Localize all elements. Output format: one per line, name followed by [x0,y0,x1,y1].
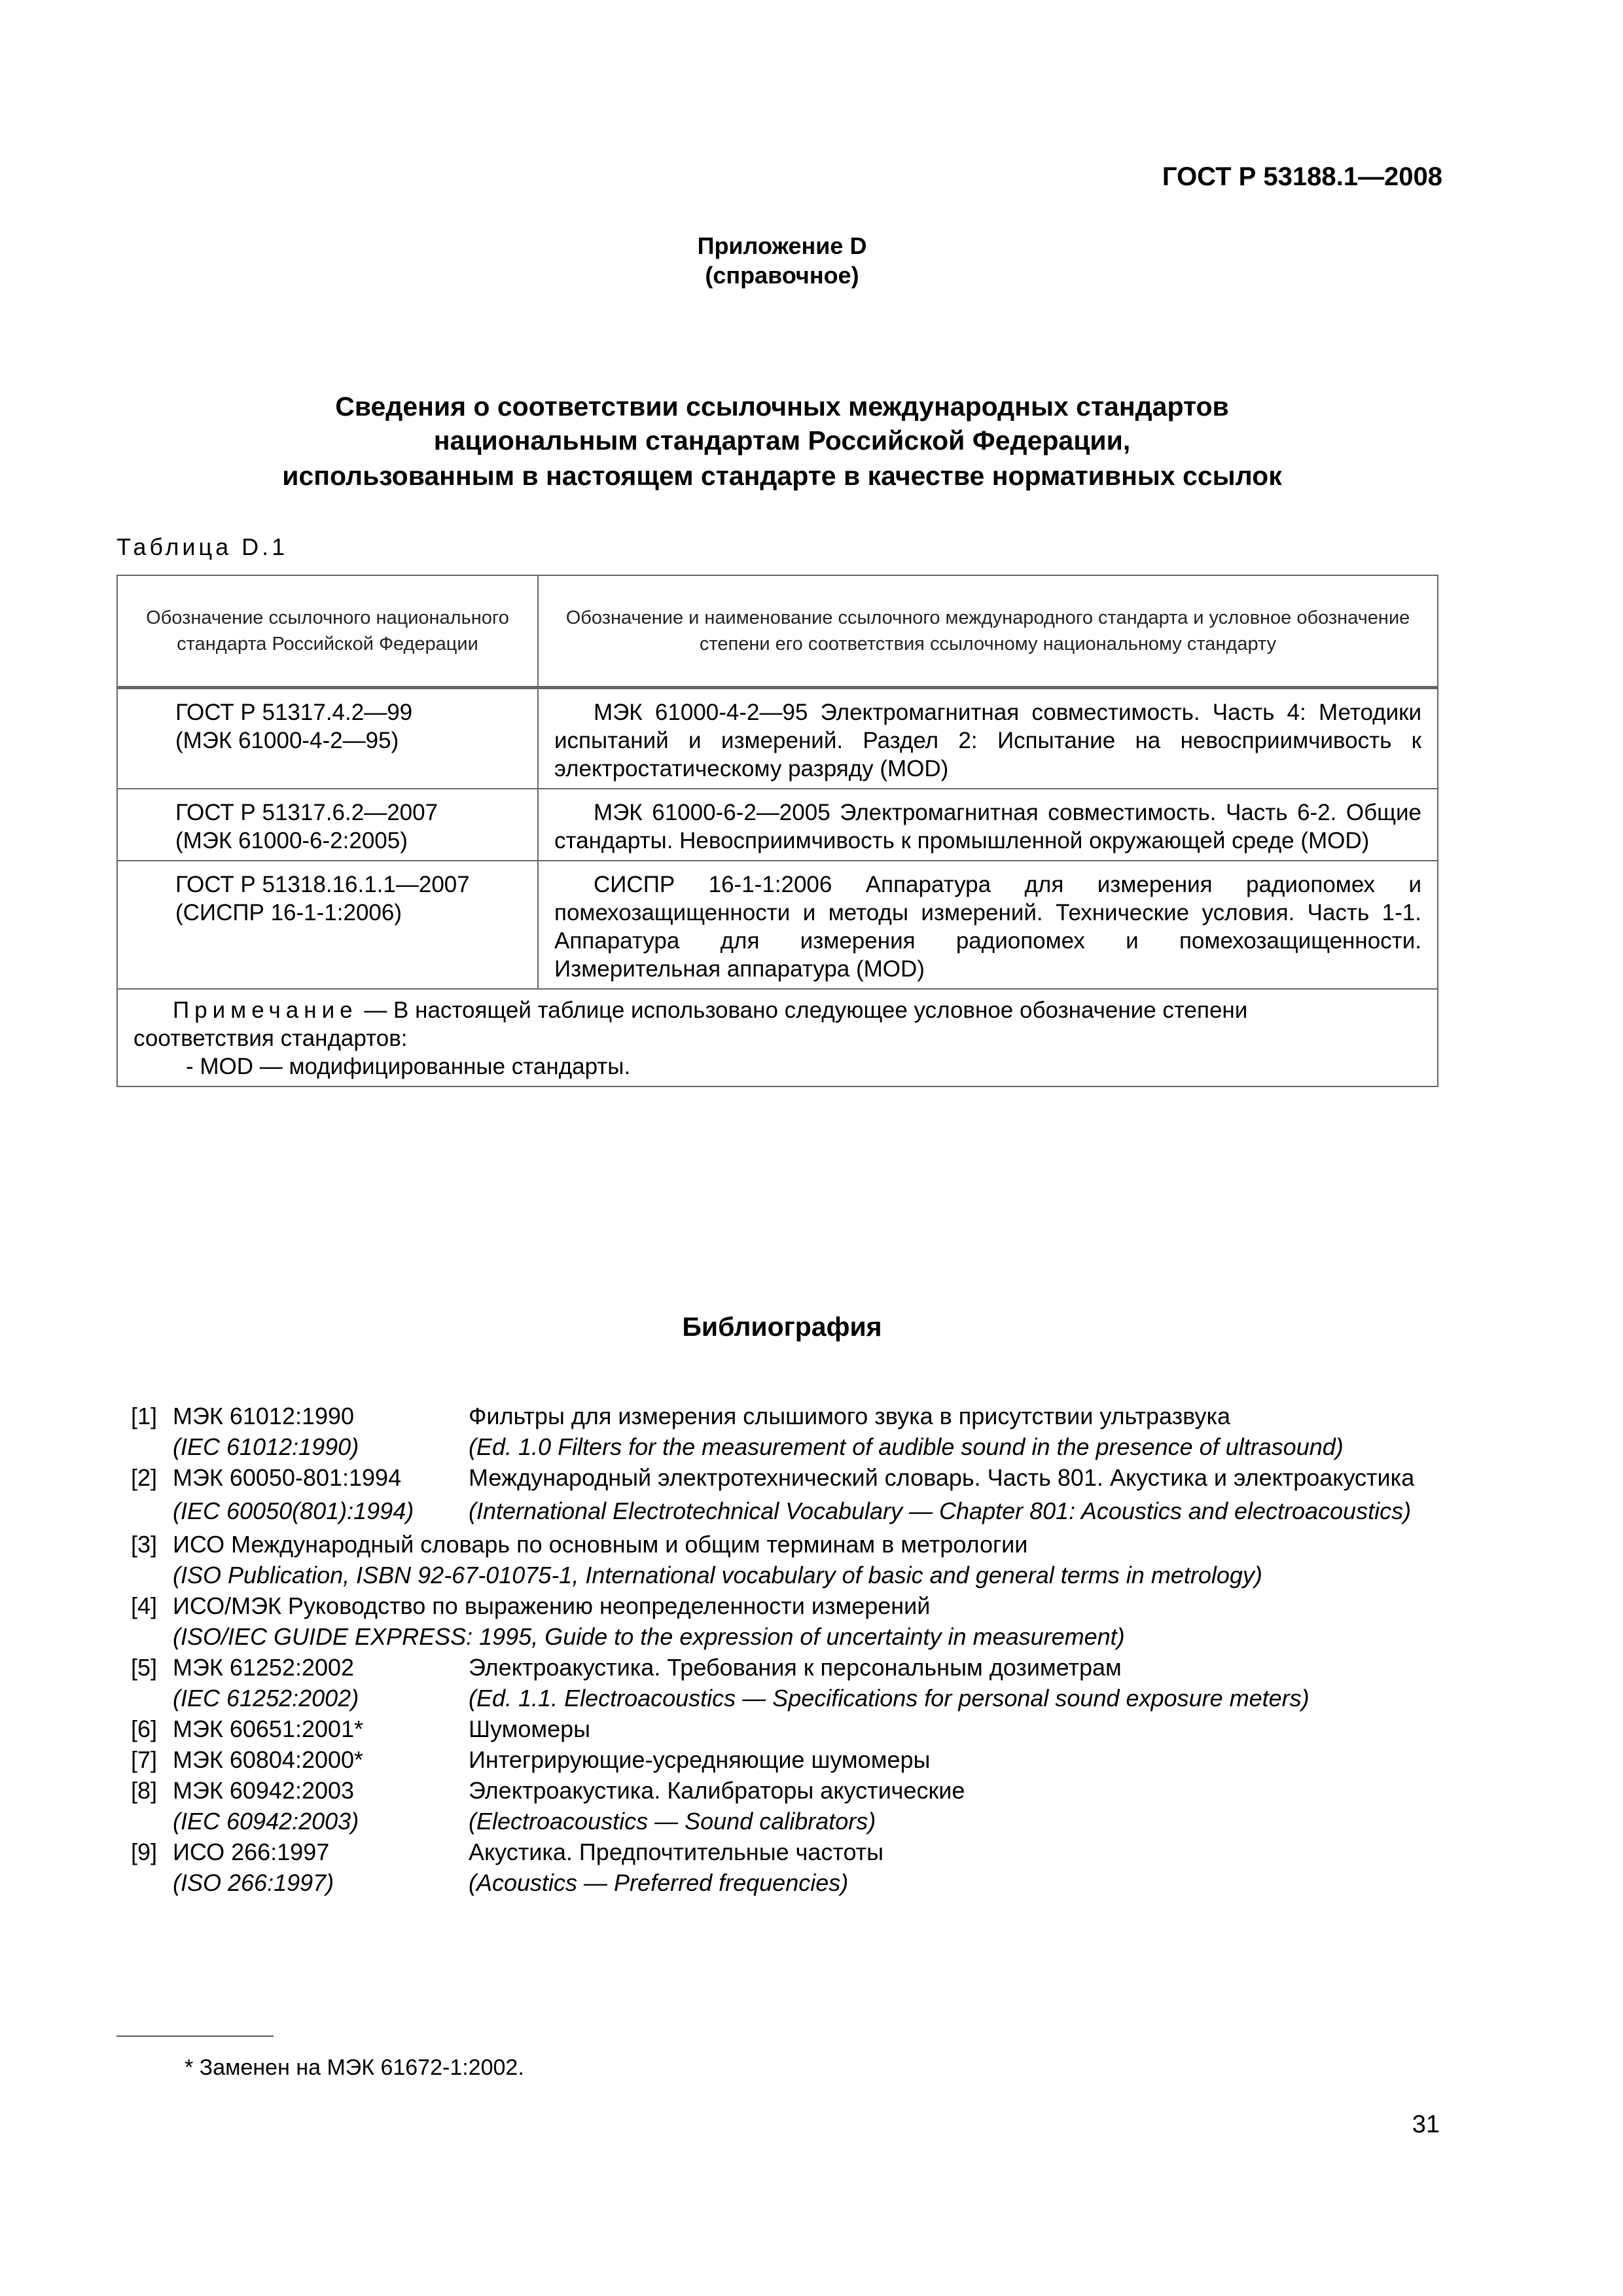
bib-number: [7] [131,1746,158,1773]
annex-type: (справочное) [705,262,859,289]
annex-label: Приложение D [697,232,867,259]
footnote-divider [116,2036,274,2037]
note-label: Примечание [173,997,358,1023]
header-national-standard: Обозначение ссылочного национального стандарта Российской Федерации [117,575,538,688]
bib-code-en: (ISO 266:1997) [173,1869,334,1896]
annex-title-line-2: национальным стандартам Российской Федерации, [433,425,1131,456]
bib-title-en: (Acoustics — Preferred frequencies) [469,1869,849,1896]
note-text: — В настоящей таблице использовано следующее условное обозначение степени [364,997,1248,1023]
national-code: ГОСТ Р 51317.4.2—99 [175,700,413,725]
international-standard-text: МЭК 61000-6-2—2005 Электромагнитная совместимость. Часть 6-2. Общие стандарты. Невосприимчивость к промышленной окружающей среде (MOD) [554,800,1421,853]
table-note [117,989,1438,1086]
list-item [131,1431,1440,1462]
bib-number: [4] [131,1592,158,1619]
bibliography-list [131,1401,1440,1898]
bib-code-en: (IEC 60942:2003) [173,1808,359,1835]
bib-title: Электроакустика. Требования к персональным дозиметрам [469,1654,1122,1681]
bib-title: Международный электротехнический словарь. Часть 801. Акустика и электроакустика [469,1464,1415,1491]
bib-number: [8] [131,1777,158,1804]
bibliography-heading: Библиография [682,1312,882,1342]
national-code-ref: (МЭК 61000-4-2—95) [175,728,399,753]
list-item [131,1713,1440,1744]
footnote: * Заменен на МЭК 61672-1:2002. [185,2055,524,2080]
bib-title-en: (ISO/IEC GUIDE EXPRESS: 1995, Guide to the expression of uncertainty in measurement) [173,1623,1125,1650]
bib-title-en: (Ed. 1.1. Electroacoustics — Specifications for personal sound exposure meters) [469,1685,1310,1712]
table-row [117,789,1438,861]
bib-code: МЭК 60651:2001* [173,1715,364,1742]
note-abbreviation: - MOD — модифицированные стандарты. [186,1054,631,1079]
list-item [131,1775,1440,1806]
list-item [131,1529,1440,1560]
national-standard-cell [117,688,538,789]
bib-title: Шумомеры [469,1715,591,1742]
bib-title-en: (ISO Publication, ISBN 92-67-01075-1, International vocabulary of basic and general terms in metrology) [173,1562,1262,1588]
list-item [131,1806,1440,1837]
bib-title: Интегрирующие-усредняющие шумомеры [469,1746,931,1773]
bib-number: [5] [131,1654,158,1681]
national-standard-cell [117,861,538,989]
bib-code-en: (IEC 61252:2002) [173,1685,359,1712]
national-code: ГОСТ Р 51317.6.2—2007 [175,800,438,825]
table-caption: Таблица D.1 [116,533,289,560]
list-item [131,1496,1440,1526]
international-standard-cell [538,789,1438,861]
table-row [117,688,1438,789]
bib-title-en: (Electroacoustics — Sound calibrators) [469,1808,876,1835]
list-item [131,1652,1440,1683]
national-code-ref: (СИСПР 16-1-1:2006) [175,900,402,925]
national-code: ГОСТ Р 51318.16.1.1—2007 [175,872,470,897]
page-number: 31 [1412,2111,1440,2138]
bib-code: МЭК 60942:2003 [173,1777,355,1804]
bib-code: МЭК 61252:2002 [173,1654,355,1681]
list-item [131,1462,1440,1493]
bib-number: [6] [131,1715,158,1742]
annex-title-line-3: использованным в настоящем стандарте в качестве нормативных ссылок [282,461,1282,491]
bib-title: Акустика. Предпочтительные частоты [469,1839,884,1865]
bib-title: Электроакустика. Калибраторы акустические [469,1777,965,1804]
bib-code: МЭК 61012:1990 [173,1403,355,1429]
bib-number: [9] [131,1839,158,1865]
list-item [131,1683,1440,1713]
bib-number: [2] [131,1464,158,1491]
bib-code-en: (IEC 61012:1990) [173,1433,359,1460]
header-international-standard: Обозначение и наименование ссылочного международного стандарта и условное обозначение степени его соответствия ссылочному национальному стандарту [538,575,1438,688]
bib-number: [3] [131,1531,158,1558]
annex-title-line-1: Сведения о соответствии ссылочных международных стандартов [335,391,1229,422]
correspondence-table [116,575,1438,1087]
international-standard-text: МЭК 61000-4-2—95 Электромагнитная совместимость. Часть 4: Методики испытаний и измерений. Раздел 2: Испытание на невосприимчивость к электростатическому разряду (MOD) [554,700,1421,781]
international-standard-cell [538,688,1438,789]
list-item [131,1837,1440,1867]
bib-title: Фильтры для измерения слышимого звука в присутствии ультразвука [469,1403,1231,1429]
bib-title-en: (International Electrotechnical Vocabulary — Chapter 801: Acoustics and electroacoustics) [469,1498,1412,1524]
international-standard-text: СИСПР 16-1-1:2006 Аппаратура для измерения радиопомех и помехозащищенности и методы измерений. Технические условия. Часть 1-1. Аппаратура для измерения радиопомех и помехозащищенности. Измерительная аппаратура (MOD) [554,872,1421,982]
note-text-continued: соответствия стандартов: [134,1026,408,1051]
bib-code: МЭК 60804:2000* [173,1746,364,1773]
list-item [131,1401,1440,1431]
list-item [131,1560,1440,1590]
bib-title: ИСО/МЭК Руководство по выражению неопределенности измерений [173,1592,931,1619]
bib-code: ИСО 266:1997 [173,1839,330,1865]
bib-code: МЭК 60050-801:1994 [173,1464,402,1491]
table-note-row [117,989,1438,1086]
document-code: ГОСТ Р 53188.1—2008 [1162,162,1442,191]
bib-title-en: (Ed. 1.0 Filters for the measurement of audible sound in the presence of ultrasound) [469,1433,1344,1460]
list-item [131,1867,1440,1898]
international-standard-cell [538,861,1438,989]
national-code-ref: (МЭК 61000-6-2:2005) [175,828,408,853]
list-item [131,1590,1440,1621]
national-standard-cell [117,789,538,861]
bib-number: [1] [131,1403,158,1429]
list-item [131,1621,1440,1652]
table-header-row [117,575,1438,688]
bib-title: ИСО Международный словарь по основным и общим терминам в метрологии [173,1531,1028,1558]
bib-code-en: (IEC 60050(801):1994) [173,1498,414,1524]
list-item [131,1744,1440,1775]
table-row [117,861,1438,989]
